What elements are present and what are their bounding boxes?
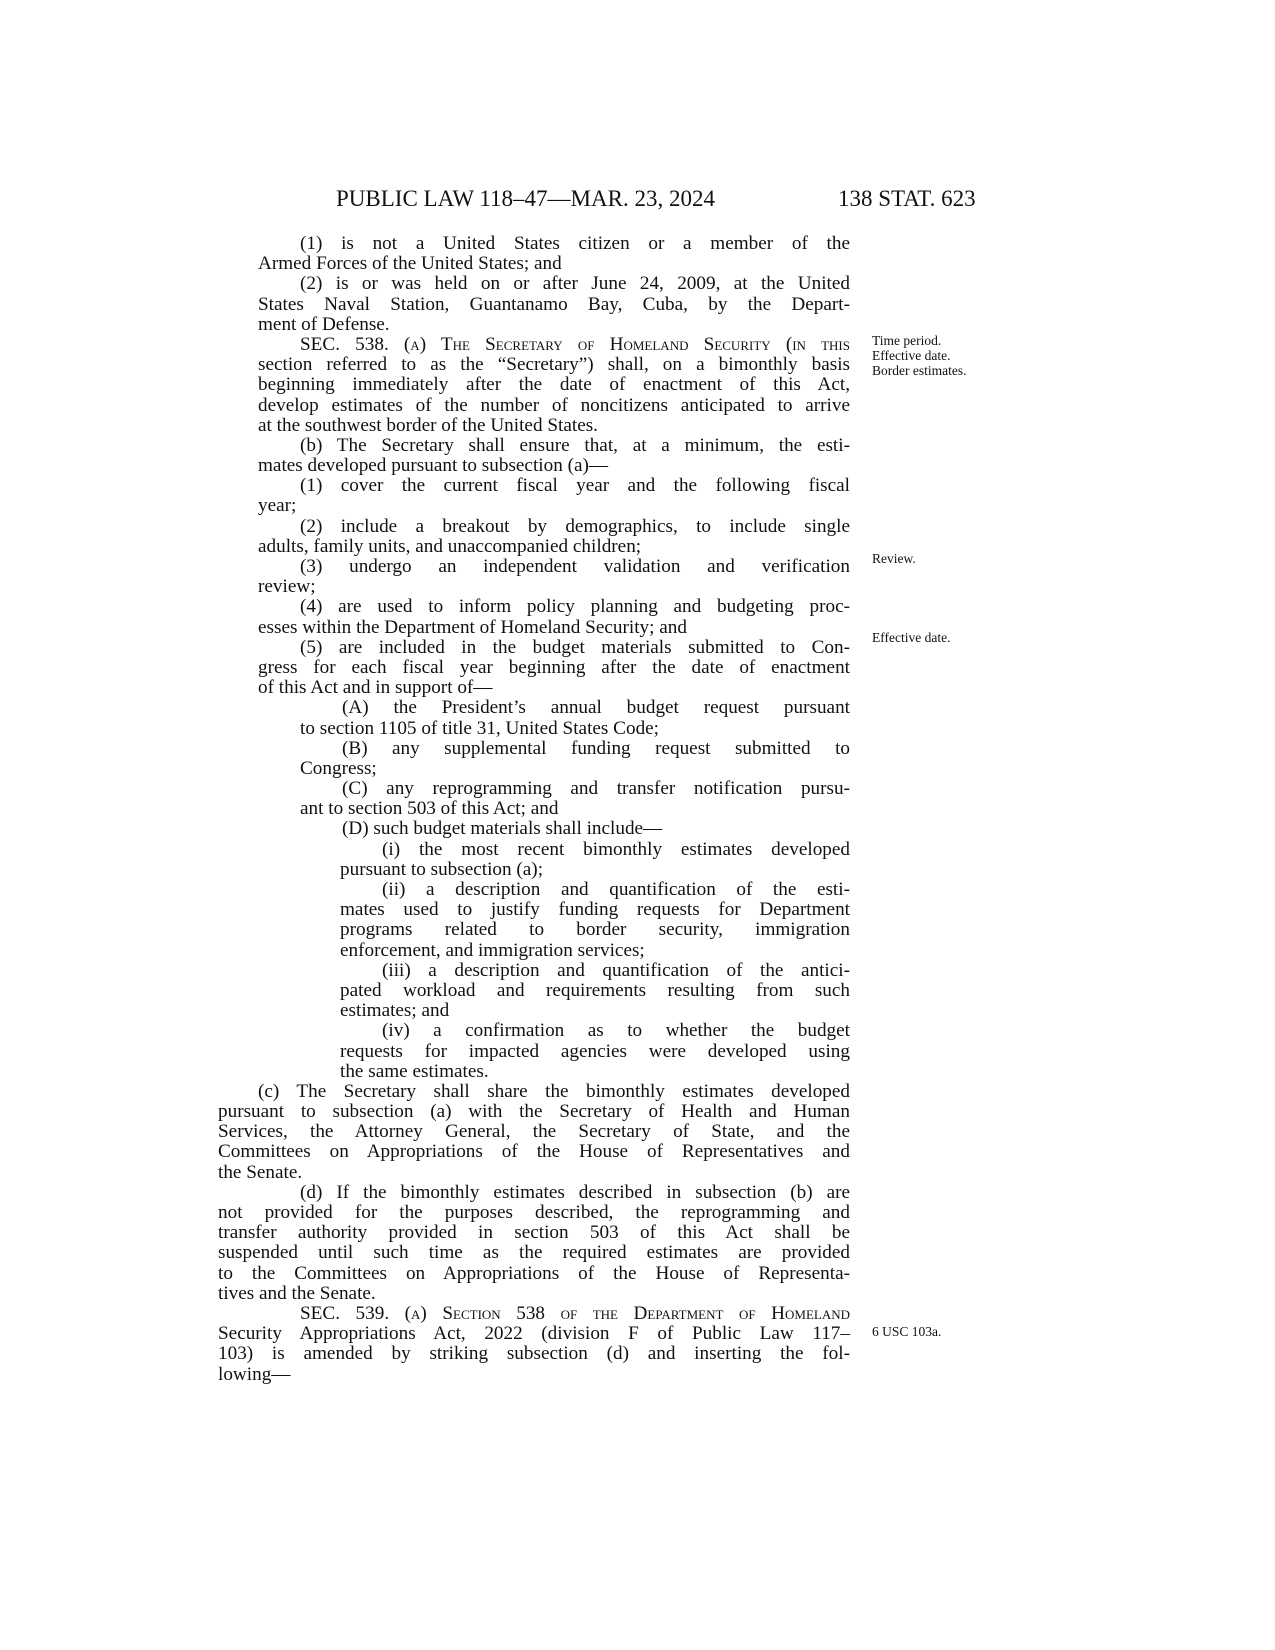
text-line: ment of Defense.: [258, 313, 390, 335]
text-line: (ii) a description and quantification of the esti-: [382, 879, 850, 900]
text-line: estimates; and: [340, 1000, 450, 1022]
text-line: (C) any reprogramming and transfer notification pursu-: [342, 778, 850, 800]
text-line: (i) the most recent bimonthly estimates developed: [382, 838, 850, 860]
text-line: not provided for the purposes described, the reprogramming and: [218, 1202, 850, 1223]
text-line: (iii) a description and quantification of the antici-: [382, 959, 850, 981]
page-body: [218, 233, 850, 1385]
text-line: (d) If the bimonthly estimates described in subsection (b) are: [300, 1181, 850, 1203]
text-line: (iv) a confirmation as to whether the budget: [382, 1020, 850, 1042]
text-line: (5) are included in the budget materials submitted to Con-: [300, 636, 850, 658]
text-line: Services, the Attorney General, the Secretary of State, and the: [218, 1121, 850, 1143]
text-line: pursuant to subsection (a);: [340, 858, 544, 880]
text-line: programs related to border security, immigration: [340, 919, 850, 941]
text-line: the same estimates.: [340, 1060, 489, 1082]
text-line: (1) is not a United States citizen or a member of the: [300, 233, 850, 254]
text-line: mates used to justify funding requests for Department: [340, 899, 850, 921]
text-line: States Naval Station, Guantanamo Bay, Cuba, by the Depart-: [258, 293, 850, 315]
margin-note-usc-citation: 6 USC 103a.: [872, 1324, 942, 1339]
text-line: Armed Forces of the United States; and: [258, 253, 562, 275]
text-line: requests for impacted agencies were developed using: [340, 1040, 850, 1062]
text-line: to section 1105 of title 31, United States Code;: [300, 717, 660, 739]
text-line: (D) such budget materials shall include—: [342, 818, 663, 840]
text-line: enforcement, and immigration services;: [340, 939, 645, 961]
text-line: transfer authority provided in section 503 of this Act shall be: [218, 1222, 850, 1244]
text-line: Congress;: [300, 757, 377, 779]
text-line: suspended until such time as the required estimates are provided: [218, 1242, 850, 1264]
text-line: (4) are used to inform policy planning and budgeting proc-: [300, 596, 850, 618]
text-line: section referred to as the “Secretary”) shall, on a bimonthly basis: [258, 354, 850, 376]
section-538-heading-line: SEC. 538. (a) The Secretary of Homeland Security (in this: [300, 333, 850, 355]
running-header-title: PUBLIC LAW 118–47—MAR. 23, 2024: [336, 186, 715, 211]
text-line: (2) is or was held on or after June 24, 2009, at the United: [300, 273, 850, 295]
text-line: lowing—: [218, 1363, 291, 1385]
text-line: review;: [258, 576, 316, 598]
text-line: pated workload and requirements resulting from such: [340, 979, 850, 1001]
text-line: (b) The Secretary shall ensure that, at a minimum, the esti-: [300, 434, 850, 456]
running-header-stat-page: 138 STAT. 623: [838, 186, 976, 211]
text-line: year;: [258, 495, 297, 517]
margin-note-border-estimates: Border estimates.: [872, 363, 967, 378]
text-line: 103) is amended by striking subsection (d) and inserting the fol-: [218, 1343, 850, 1365]
text-line: (3) undergo an independent validation and verification: [300, 556, 850, 577]
text-line: to the Committees on Appropriations of the House of Representa-: [218, 1262, 850, 1284]
text-line: (B) any supplemental funding request submitted to: [342, 737, 850, 759]
text-line: develop estimates of the number of noncitizens anticipated to arrive: [258, 394, 850, 416]
text-line: adults, family units, and unaccompanied children;: [258, 535, 642, 557]
text-line: gress for each fiscal year beginning after the date of enactment: [258, 656, 850, 678]
text-line: mates developed pursuant to subsection (a)—: [258, 455, 609, 477]
text-line: (A) the President’s annual budget request pursuant: [342, 697, 850, 719]
margin-note-effective-date: Effective date.: [872, 348, 951, 363]
text-line: tives and the Senate.: [218, 1282, 376, 1304]
text-line: esses within the Department of Homeland Security; and: [258, 616, 687, 638]
margin-note-effective-date: Effective date.: [872, 630, 951, 645]
text-line: Committees on Appropriations of the House of Representatives and: [218, 1141, 850, 1163]
text-line: of this Act and in support of—: [258, 677, 493, 699]
margin-note-review: Review.: [872, 551, 916, 566]
text-line: (2) include a breakout by demographics, to include single: [300, 515, 850, 537]
text-line: the Senate.: [218, 1161, 303, 1183]
text-line: Security Appropriations Act, 2022 (division F of Public Law 117–: [218, 1323, 850, 1345]
text-line: at the southwest border of the United States.: [258, 414, 598, 436]
margin-note-time-period: Time period.: [872, 333, 942, 348]
text-line: ant to section 503 of this Act; and: [300, 798, 559, 820]
section-539-heading-line: SEC. 539. (a) Section 538 of the Department of Homeland: [300, 1302, 850, 1324]
text-line: (c) The Secretary shall share the bimonthly estimates developed: [258, 1080, 850, 1102]
text-line: pursuant to subsection (a) with the Secretary of Health and Human: [218, 1101, 850, 1123]
text-line: (1) cover the current fiscal year and the following fiscal: [300, 475, 850, 497]
text-line: beginning immediately after the date of enactment of this Act,: [258, 374, 850, 396]
